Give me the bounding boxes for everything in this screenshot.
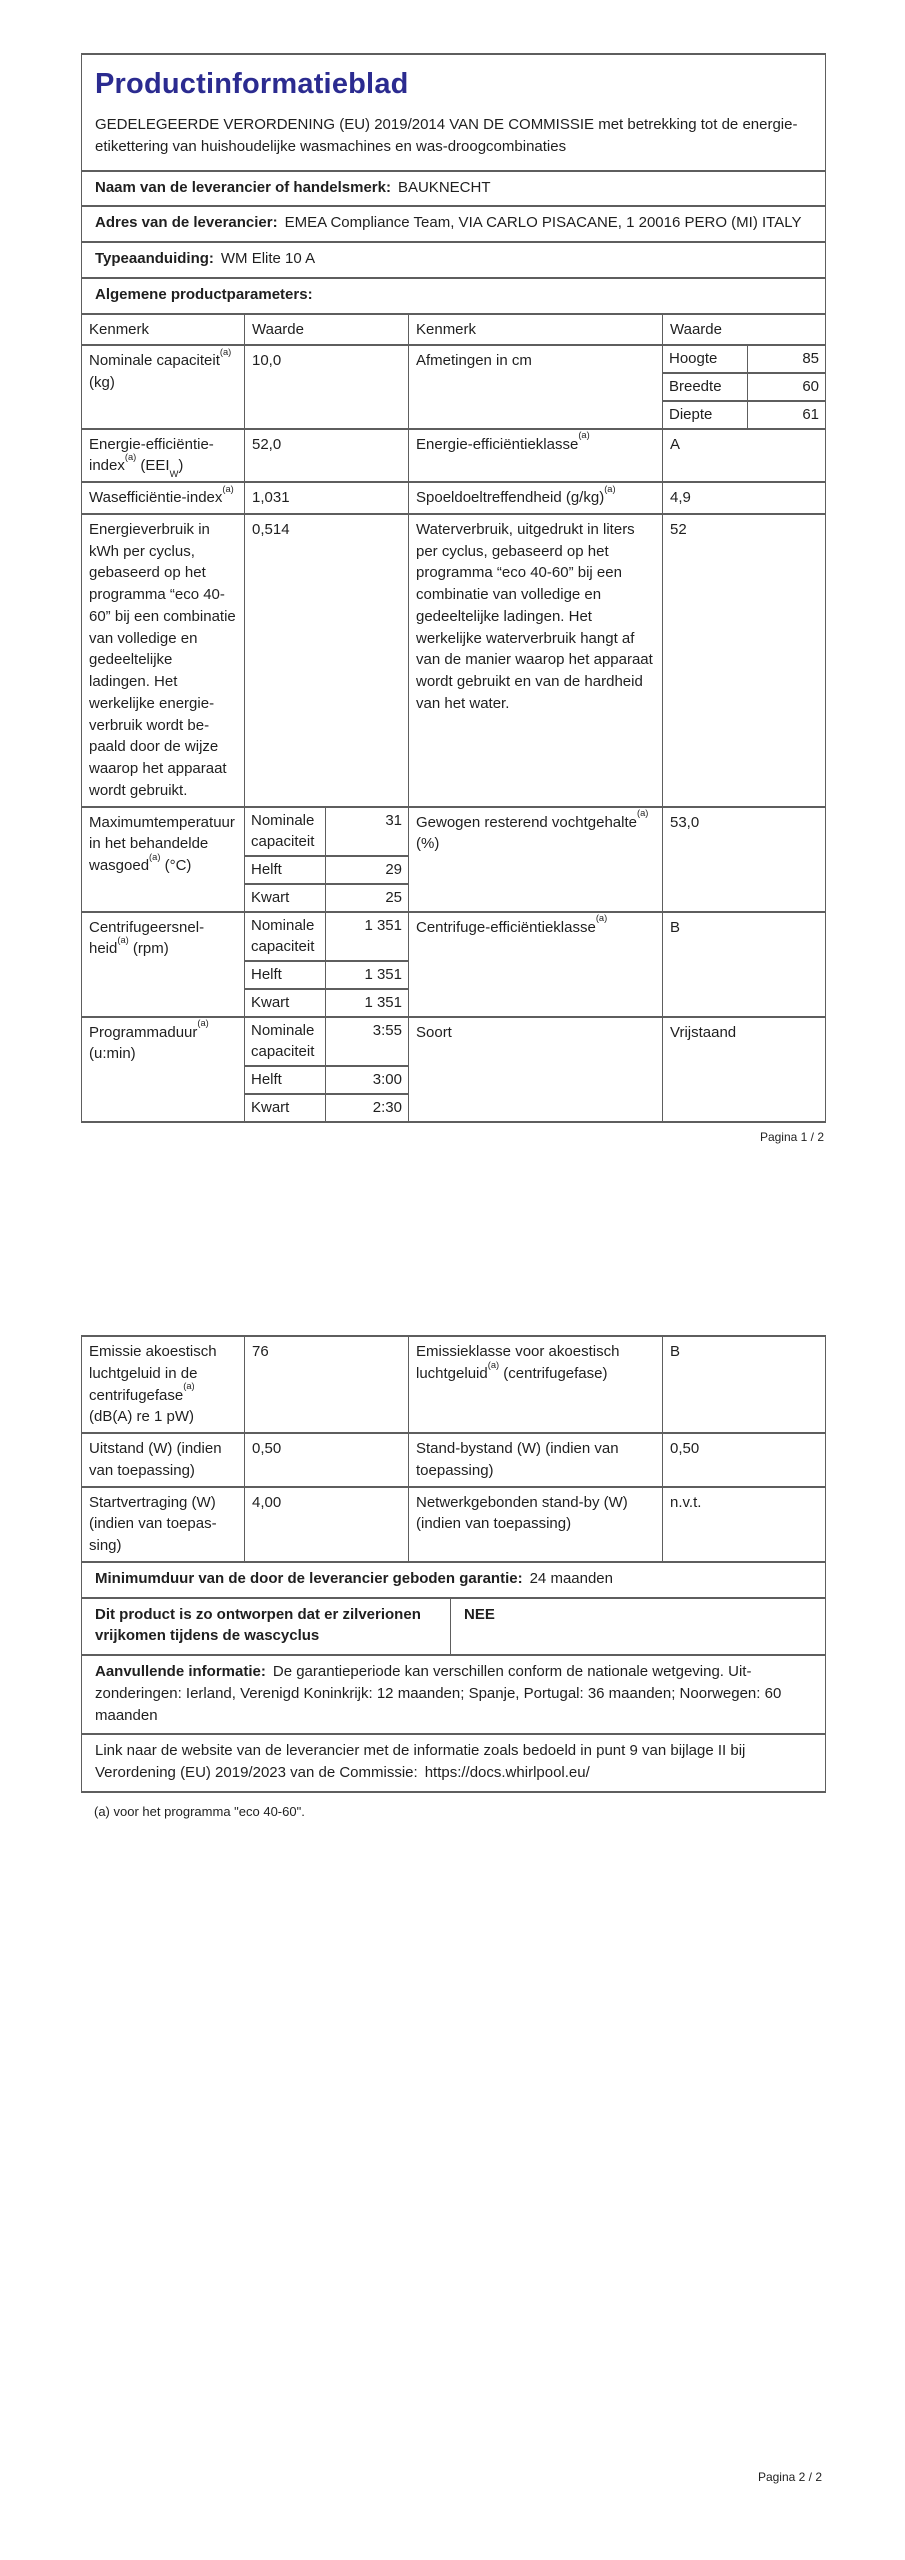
row-maximumtemperatuur: [82, 807, 826, 912]
general-params-row: [82, 278, 826, 314]
param-value-uitstand: 0,50: [245, 1433, 409, 1487]
load-label-helft: Helft: [245, 961, 325, 989]
row-aanvullende-informatie: [82, 1655, 826, 1734]
supplier-address-label: Adres van de leverancier:: [95, 214, 278, 232]
duration-value-kwart: 2:30: [325, 1094, 408, 1121]
param-value-soort: Vrijstaand: [663, 1017, 826, 1122]
param-label-energieklasse: Energie-efficiëntieklasse$^{(a)}$: [409, 429, 663, 483]
param-value-vochtgehalte: 53,0: [663, 807, 826, 912]
param-label-startvertraging: Startvertraging (W) (indien van toepassing): [82, 1487, 245, 1562]
supplier-name-value: BAUKNECHT: [397, 178, 491, 196]
silver-ions-label: Dit product is zo ontworpen dat er zilverionen vrijkomen tijdens de wascyclus: [82, 1598, 451, 1656]
param-label-netwerk-standby: Netwerkgebonden stand-by (W) (indien van toepassing): [409, 1487, 663, 1562]
row-garantie: [82, 1562, 826, 1598]
param-value-waterverbruik: 52: [663, 514, 826, 807]
param-label-soort: Soort: [409, 1017, 663, 1122]
silver-ions-value: NEE: [451, 1598, 826, 1656]
param-value-startvertraging: 4,00: [245, 1487, 409, 1562]
row-programmaduur: [82, 1017, 826, 1122]
spin-speed-subtable: [245, 912, 409, 1017]
row-energieverbruik: [82, 514, 826, 807]
load-label-helft: Helft: [245, 1066, 325, 1094]
load-label-kwart: Kwart: [245, 1094, 325, 1121]
table-header-row: [82, 314, 826, 346]
supplier-name-label: Naam van de leverancier of handelsmerk:: [95, 178, 391, 196]
duration-subtable: [245, 1017, 409, 1122]
load-label-nominale: Nominale capaciteit: [245, 808, 325, 857]
param-label-standby: Stand-bystand (W) (indien van toepassing): [409, 1433, 663, 1487]
type-designation-value: WM Elite 10 A: [220, 250, 316, 268]
param-label-uitstand: Uitstand (W) (indien van toepassing): [82, 1433, 245, 1487]
additional-info-label: Aanvullende informatie:: [95, 1663, 266, 1680]
dimension-label-breedte: Breedte: [663, 373, 747, 401]
supplier-website-text: Link naar de website van de leverancier met de informatie zoals bedoeld in punt 9 van bijlage II bij Verordening (EU) 2019/2023 van de Commissie:: [95, 1742, 746, 1781]
additional-info-text: De garantieperiode kan verschillen conform de nationale wetgeving. Uitzonderingen: Ierland, Verenigd Koninkrijk: 12 maanden; Spanje, Portugal: 36 maanden; Noorwegen: 60 maanden: [95, 1663, 782, 1724]
type-designation-row: [82, 242, 826, 278]
load-label-nominale: Nominale capaciteit: [245, 1018, 325, 1067]
param-value-nominale-capaciteit: 10,0: [245, 345, 409, 428]
supplier-website-url[interactable]: https://docs.whirlpool.eu/: [424, 1764, 590, 1781]
supplier-name-row: [82, 171, 826, 207]
warranty-label: Minimumduur van de door de leverancier geboden garantie:: [95, 1569, 523, 1587]
temp-value-nominale: 31: [325, 808, 408, 857]
param-value-centrifuge-klasse: B: [663, 912, 826, 1017]
param-value-emissie: 76: [245, 1336, 409, 1433]
dimension-label-hoogte: Hoogte: [663, 346, 747, 373]
param-label-eei: Energie-efficiëntie-index$^{(a)}$ $(EEI_W)$: [82, 429, 245, 483]
regulation-text: GEDELEGEERDE VERORDENING (EU) 2019/2014 VAN DE COMMISSIE met betrekking tot de energie-etikettering van huishoudelijke wasmachines en was-droogcombinaties: [95, 116, 798, 155]
row-energie-efficientie-index: [82, 429, 826, 483]
param-label-emissieklasse: Emissieklasse voor akoestisch luchtgeluid$^{(a)}$ (centrifugefase): [409, 1336, 663, 1433]
temperature-subtable: [245, 807, 409, 912]
param-label-wasindex: Wasefficiëntie-index$^{(a)}$: [82, 482, 245, 514]
temp-value-helft: 29: [325, 856, 408, 884]
load-label-helft: Helft: [245, 856, 325, 884]
param-value-wasindex: 1,031: [245, 482, 409, 514]
dimension-value-hoogte: 85: [747, 346, 825, 373]
param-label-emissie: Emissie akoestisch luchtgeluid in de centrifugefase$^{(a)}$ (dB(A) re 1 pW): [82, 1336, 245, 1433]
param-value-emissieklasse: B: [663, 1336, 826, 1433]
page-number-2: Pagina 2 / 2: [757, 2470, 822, 2484]
load-label-nominale: Nominale capaciteit: [245, 913, 325, 962]
title-row: [82, 54, 826, 171]
dimension-label-diepte: Diepte: [663, 401, 747, 428]
param-label-centrifuge-klasse: Centrifuge-efficiëntieklasse$^{(a)}$: [409, 912, 663, 1017]
param-value-energieklasse: A: [663, 429, 826, 483]
rpm-value-nominale: 1 351: [325, 913, 408, 962]
warranty-value: 24 maanden: [529, 1569, 613, 1587]
row-zilverionen: [82, 1598, 826, 1656]
warranty-table: [81, 1561, 826, 1793]
param-label-maximumtemperatuur: Maximumtemperatuur in het behandelde wasgoed$^{(a)}$ (°C): [82, 807, 245, 912]
col-header-waarde-left: Waarde: [245, 314, 409, 346]
row-startvertraging: [82, 1487, 826, 1562]
param-label-energieverbruik: Energieverbruik in kWh per cyclus, gebaseerd op het programma “eco 40-60” bij een combinatie van volledige en gedeeltelijke ladingen. Het werkelijke energieverbruik wordt bepaald door de wijze waarop het apparaat wordt gebruikt.: [82, 514, 245, 807]
page2-section: [81, 1335, 825, 1819]
param-label-centrifugeersnelheid: Centrifugeersnelheid$^{(a)}$ (rpm): [82, 912, 245, 1017]
rpm-value-kwart: 1 351: [325, 989, 408, 1016]
row-emissie-luchtgeluid: [82, 1336, 826, 1433]
col-header-kenmerk-right: Kenmerk: [409, 314, 663, 346]
param-label-programmaduur: Programmaduur$^{(a)}$ (u:min): [82, 1017, 245, 1122]
row-nominale-capaciteit: [82, 345, 826, 428]
param-label-waterverbruik: Waterverbruik, uitgedrukt in liters per cyclus, gebaseerd op het programma “eco 40-60” bij een combinatie van volledige en gedeeltelijke ladingen. Het werkelijke waterverbruik hangt af van de manier waarop het apparaat wordt gebruikt en van de hardheid van het water.: [409, 514, 663, 807]
supplier-address-row: [82, 206, 826, 242]
param-value-netwerk-standby: n.v.t.: [663, 1487, 826, 1562]
page1-section: [81, 53, 825, 1144]
param-value-energieverbruik: 0,514: [245, 514, 409, 807]
load-label-kwart: Kwart: [245, 989, 325, 1016]
param-value-eei: 52,0: [245, 429, 409, 483]
footnote: (a) voor het programma "eco 40-60".: [94, 1803, 305, 1819]
row-centrifugeersnelheid: [82, 912, 826, 1017]
param-label-vochtgehalte: Gewogen resterend vochtgehalte$^{(a)}$ (%): [409, 807, 663, 912]
type-designation-label: Typeaanduiding:: [95, 250, 214, 268]
rpm-value-helft: 1 351: [325, 961, 408, 989]
load-label-kwart: Kwart: [245, 884, 325, 911]
param-value-spoeldoeltreffendheid: 4,9: [663, 482, 826, 514]
duration-value-nominale: 3:55: [325, 1018, 408, 1067]
duration-value-helft: 3:00: [325, 1066, 408, 1094]
page-title: Productinformatieblad: [95, 68, 409, 100]
param-label-spoeldoeltreffendheid: Spoeldoeltreffendheid $(g/kg)^{(a)}$: [409, 482, 663, 514]
temp-value-kwart: 25: [325, 884, 408, 911]
col-header-waarde-right: Waarde: [663, 314, 826, 346]
row-website-link: [82, 1734, 826, 1792]
supplier-address-value: EMEA Compliance Team, VIA CARLO PISACANE, 1 20016 PERO (MI) ITALY: [284, 214, 802, 232]
row-wasefficientie-index: [82, 482, 826, 514]
page-number-1: Pagina 1 / 2: [759, 1129, 824, 1144]
param-value-standby: 0,50: [663, 1433, 826, 1487]
col-header-kenmerk-left: Kenmerk: [82, 314, 245, 346]
general-params-heading: Algemene productparameters:: [95, 285, 313, 303]
product-info-table: [81, 53, 826, 1123]
param-label-afmetingen: Afmetingen in cm: [409, 345, 663, 428]
param-label-nominale-capaciteit: Nominale capaciteit$^{(a)}$ (kg): [82, 345, 245, 428]
dimension-value-diepte: 61: [747, 401, 825, 428]
dimensions-subtable: [663, 345, 826, 428]
dimension-value-breedte: 60: [747, 373, 825, 401]
acoustic-params-table: [81, 1335, 826, 1563]
row-uitstand: [82, 1433, 826, 1487]
